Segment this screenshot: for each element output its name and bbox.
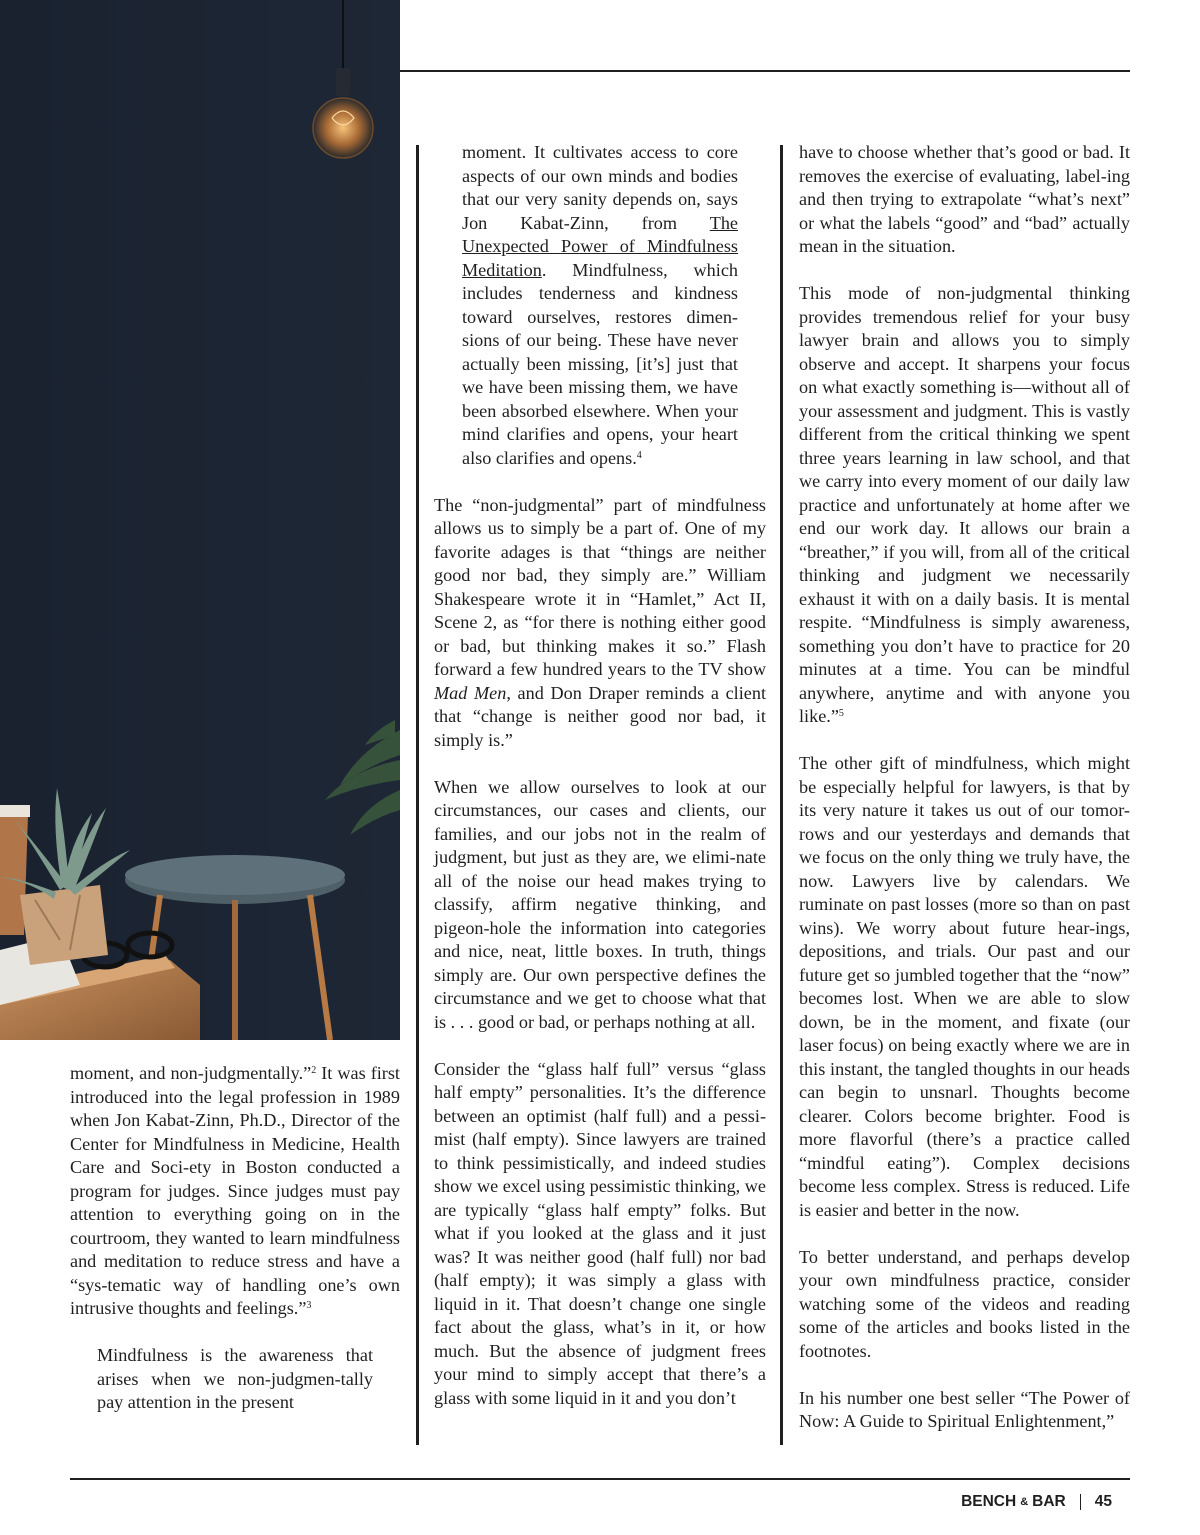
bottom-rule (70, 1478, 1130, 1480)
publication-name-b: BAR (1032, 1493, 1066, 1510)
paragraph: Consider the “glass half full” versus “glass half empty” personalities. It’s the difference between an optimist (half full) and a pessi-mist (half empty). Since lawyers are trained to think pessimistically, and indeed studies show we excel using pessimistic thinking, we are typically “glass half empty” folks. But what if you looked at the glass and it just was? It was neither good (half full) nor bad (half empty); it was simply a glass with liquid in it. That doesn’t change one single fact about the glass, what’s in it, or how much. But the absence of judgment frees your mind to simply accept that there’s a glass with some liquid in it and you don’t (434, 1058, 766, 1408)
paragraph: In his number one best seller “The Power of Now: A Guide to Spiritual Enlightenment,” (799, 1387, 1130, 1431)
publication-ampersand: & (1020, 1496, 1029, 1508)
column-divider-left (416, 145, 419, 1445)
book-title-link[interactable]: The Unexpected Power of Mindfulness Meditation (462, 212, 738, 280)
paragraph: This mode of non-judgmental thinking provides tremendous relief for your busy lawyer brain and allows you to simply observe and accept. It sharpens your focus on what exactly something is—without all of your assessment and judgment. This is vastly different from the critical thinking we spent three years learning in law school, and that we carry into every moment of our daily law practice and unfortunately at home after we end our work day. It allows our brain a “breather,” if you will, from all of the critical thinking and judgment we necessarily exhaust it with on a daily basis. It is mental respite. “Mindfulness is simply awareness, something you don’t have to practice for 20 minutes at a time. You can be mindful anywhere, anytime and with anyone you like.”$^5$ (799, 283, 1130, 726)
column-divider-right (780, 145, 783, 1445)
photo-illustration (0, 0, 400, 1040)
footnote-ref[interactable]: 3 (306, 1300, 312, 1311)
paragraph: The other gift of mindfulness, which might be especially helpful for lawyers, is that by its very nature it takes us out of our tomor-rows and our yesterdays and demands that we focus on the only thing we truly have, the now. Lawyers live by calendars. We ruminate on past losses (more so than on past wins). We worry about future hear-ings, depositions, and trials. Our past and our future get so jumbled together that the “now” becomes lost. When we are able to slow down, be in the moment, and fixate (our laser focus) on being exactly where we are in this instant, the tangled thoughts in our heads can begin to unsnarl. Thoughts become clearer. Colors become brighter. Food is more flavorful (there’s a practice called “mindful eating”). Complex decisions become less complex. Stress is reduced. Life is easier and better in the now. (799, 753, 1130, 1220)
article-column-1 (70, 1062, 400, 1415)
footer-separator (1080, 1494, 1081, 1510)
paragraph: have to choose whether that’s good or bad. It removes the exercise of evaluating, label-ing and then trying to extrapolate “what’s next” or what the labels “good” and “bad” actually mean in the situation. (799, 142, 1130, 256)
page-footer (961, 1493, 1112, 1511)
footnote-ref[interactable]: 4 (636, 449, 642, 461)
paragraph: When we allow ourselves to look at our circumstances, our cases and clients, our families, and our jobs not in the realm of judgment, but just as they are, we elimi-nate all of the noise our head makes trying to classify, affirm negative thinking, and pigeon-hole the information into categories and nice, neat, little boxes. In truth, things simply are. Our own perspective defines the circumstance and we get to choose what that is . . . good or bad, or perhaps nothing at all. (434, 776, 766, 1032)
plant-pot-icon (20, 885, 108, 965)
article-column-2 (434, 141, 766, 1410)
paragraph: The “non-judgmental” part of mindfulness allows us to simply be a part of. One of my favorite adages is that “things are neither good nor bad, they simply are.” William Shakespeare wrote it in “Hamlet,” Act II, Scene 2, as “for there is nothing either good or bad, but thinking makes it so.” Flash forward a few hundred years to the TV show Mad Men, and Don Draper reminds a client that “change is neither good nor bad, it simply is.” (434, 494, 766, 750)
paragraph: To better understand, and perhaps develop your own mindfulness practice, consider watching some of the videos and reading some of the articles and books listed in the footnotes. (799, 1246, 1130, 1361)
footnote-ref[interactable]: 5 (838, 708, 844, 719)
paragraph: moment, and non-judgmentally.”$^2$ It was first introduced into the legal profession in 1989 when Jon Kabat-Zinn, Ph.D., Director of the Center for Mindfulness in Medicine, Health Care and Soci-ety in Boston conducted a program for judges. Since judges must pay attention to everything going on in the courtroom, they wanted to learn mindfulness and meditation to reduce stress and have a “sys-tematic way of handling one’s own intrusive thoughts and feelings.”$^3$ (70, 1063, 400, 1318)
article-photo (0, 0, 400, 1040)
article-column-3 (799, 141, 1130, 1434)
block-quote: moment. It cultivates access to core aspects of our own minds and bodies that our very sanity depends on, says Jon Kabat-Zinn, from The Unexpected Power of Mindfulness Meditation. Mindfulness, which includes tenderness and kindness toward ourselves, restores dimen-sions of our being. These have never actually been missing, [it’s] just that we have been missing them, we have been absorbed elsewhere. When your mind clarifies and opens, your heart also clarifies and opens.$^4$ (462, 142, 738, 468)
page-number: 45 (1094, 1493, 1112, 1510)
publication-name-a: BENCH (961, 1493, 1017, 1510)
top-rule (400, 70, 1130, 72)
block-quote: Mindfulness is the awareness that arises when we non-judgmen-tally pay attention in the present (97, 1345, 373, 1412)
show-title: Mad Men (434, 682, 507, 703)
footnote-ref[interactable]: 2 (311, 1065, 317, 1076)
